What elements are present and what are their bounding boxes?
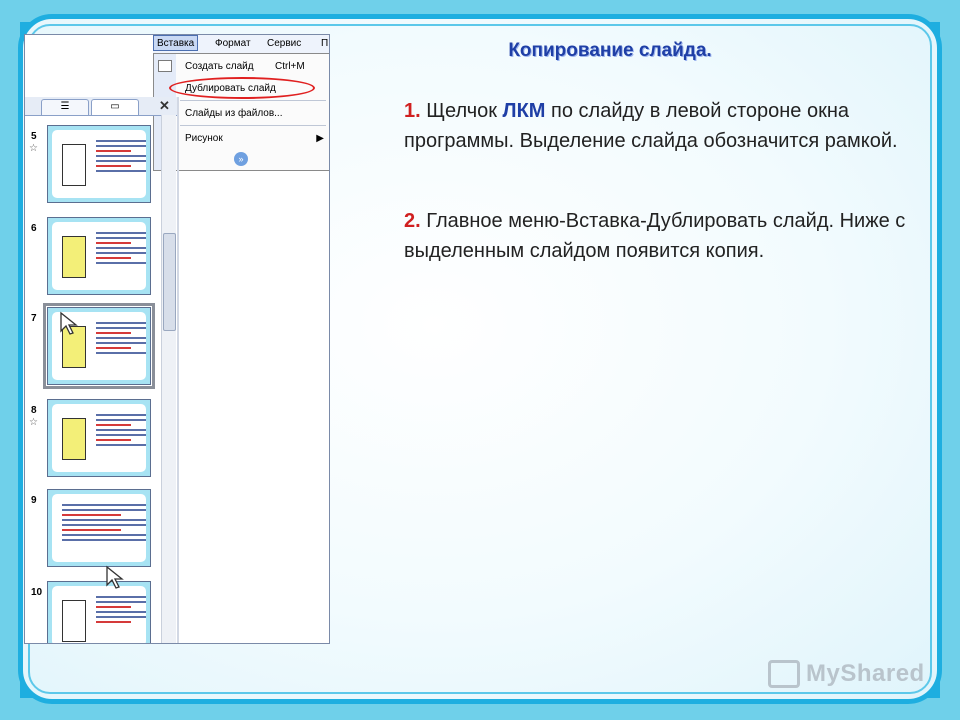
slide-number: 7 [31,313,37,324]
menu-item-create-slide[interactable] [185,61,305,72]
dropdown-separator [180,125,326,126]
step-1-number: 1. [404,100,421,122]
watermark-logo-icon [768,660,800,688]
step-1-highlight: ЛКМ [502,100,546,122]
create-slide-shortcut: Ctrl+M [275,61,305,72]
slide-title: Копирование слайда. [508,40,712,61]
menu-bar [153,35,330,54]
step-2-body: Главное меню-Вставка-Дублировать слайд. Ниже с выделенным слайдом появится копия. [404,210,906,262]
slide-number: 9 [31,495,37,506]
slide-thumbnail-5[interactable] [47,125,151,203]
menu-item-slides-from-files[interactable]: Слайды из файлов... [185,108,283,119]
double-chevron-down-icon[interactable]: » [234,152,248,166]
pane-scrollbar[interactable] [161,115,176,644]
slide-number: 6 [31,223,37,234]
menu-tools[interactable]: Сервис [267,38,302,49]
dropdown-separator [180,100,326,101]
menu-item-duplicate-slide[interactable]: Дублировать слайд [185,83,276,94]
watermark [768,656,938,692]
menu-insert[interactable]: Вставка [153,35,198,51]
slide-number: 5 [31,131,37,142]
step-1-text [404,96,924,156]
slide-number: 8 [31,405,37,416]
scrollbar-thumb[interactable] [163,233,176,331]
insert-dropdown [153,53,330,171]
slide-thumbnail-8[interactable] [47,399,151,477]
app-screenshot [24,34,330,644]
step-1-pre: Щелчок [426,100,503,122]
close-icon[interactable]: ✕ [159,98,170,113]
tab-outline[interactable] [41,99,89,115]
create-slide-label: Создать слайд [185,61,254,72]
step-2-text [404,206,924,266]
slide-thumbnail-6[interactable] [47,217,151,295]
animation-star-icon: ☆ [29,143,38,154]
step-2-number: 2. [404,210,421,232]
slide-thumbnail-10[interactable] [47,581,151,644]
animation-star-icon: ☆ [29,417,38,428]
submenu-arrow-icon: ▶ [316,133,324,144]
mouse-cursor-icon [59,311,81,337]
menu-next[interactable]: П [321,38,329,49]
tab-slides[interactable] [91,99,139,115]
step-1-post: по слайду в левой стороне окна программы. Выделение слайда обозначится рамкой. [404,100,898,152]
slides-icon: ▭ [110,101,120,112]
menu-item-picture[interactable]: Рисунок [185,133,223,144]
slide-thumbnail-9[interactable] [47,489,151,567]
mouse-cursor-icon [105,565,127,591]
pane-divider [177,97,179,644]
new-slide-icon [158,60,172,72]
watermark-text: MyShared [806,660,925,687]
slide-number: 10 [31,587,43,598]
outline-icon: ☰ [60,101,70,112]
menu-format[interactable]: Формат [215,38,251,49]
highlight-oval [169,77,315,99]
slides-pane-tabs [25,97,177,116]
